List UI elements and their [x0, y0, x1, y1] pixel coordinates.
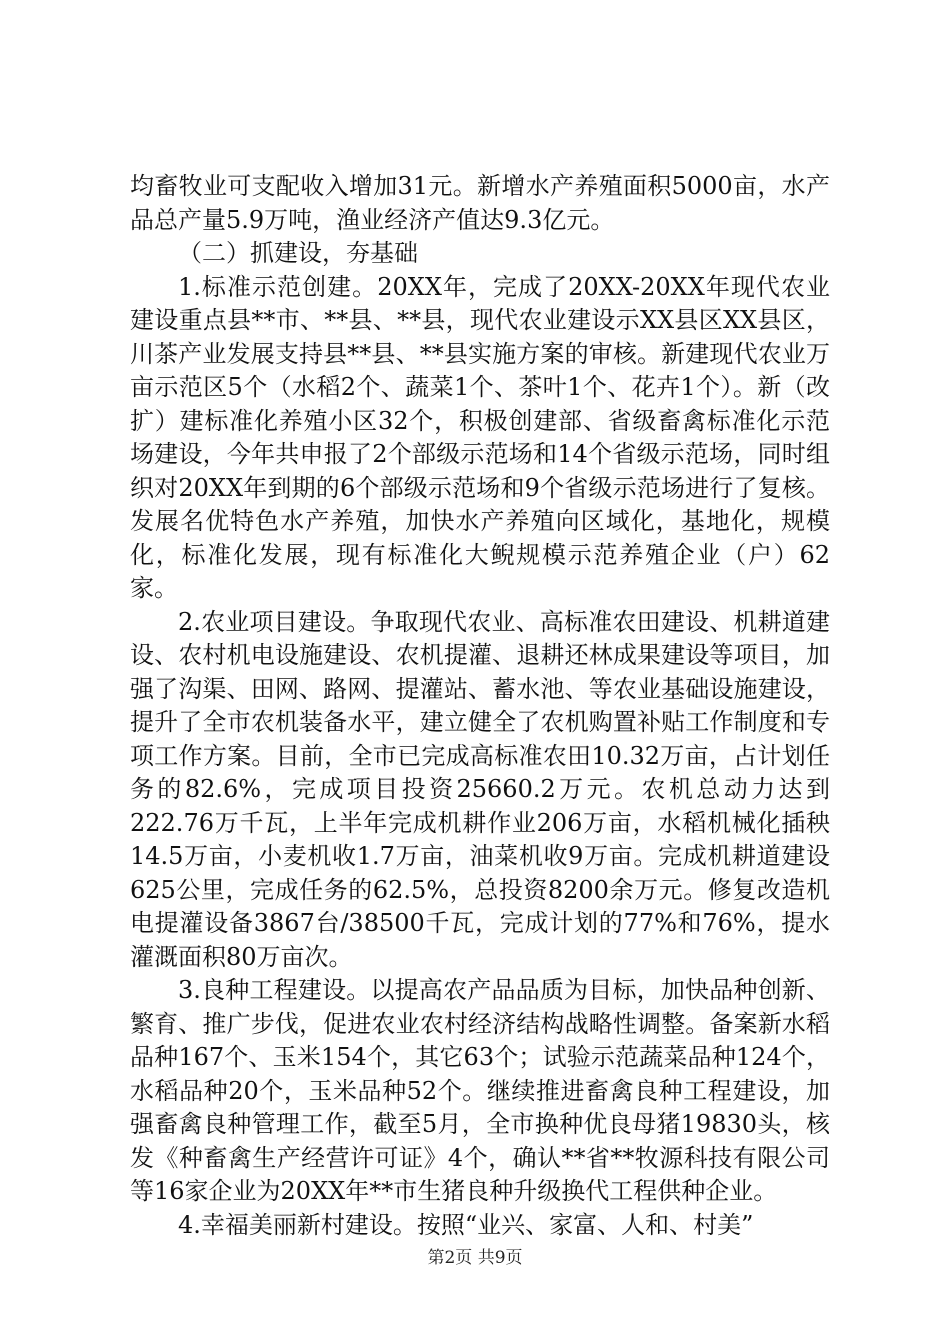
paragraph-standard-demo: 1.标准示范创建。20XX年，完成了20XX-20XX年现代农业建设重点县**市、**县、**县，现代农业建设示XX县区XX县区，川茶产业发展支持县**县、**县实施方案的审核。新建现代农业万亩示范区5个（水稻2个、蔬菜1个、茶叶1个、花卉1个）。新（改扩）建标准化养殖小区32个，积极创建部、省级畜禽标准化示范场建设，今年共申报了2个部级示范场和14个省级示范场，同时组织对20XX年到期的6个部级示范场和9个省级示范场进行了复核。发展名优特色水产养殖，加快水产养殖向区域化，基地化，规模化，标准化发展，现有标准化大鲵规模示范养殖企业（户）62家。	[130, 272, 830, 602]
page-footer: 第2页 共9页	[427, 1248, 523, 1268]
paragraph-1: 均畜牧业可支配收入增加31元。新增水产养殖面积5000亩，水产品总产量5.9万吨，渔业经济产值达9.3亿元。	[130, 172, 830, 234]
paragraph-agri-projects: 2.农业项目建设。争取现代农业、高标准农田建设、机耕道建设、农村机电设施建设、农机提灌、退耕还林成果建设等项目，加强了沟渠、田网、路网、提灌站、蓄水池、等农业基础设施建设，提升了全市农机装备水平，建立健全了农机购置补贴工作制度和专项工作方案。目前，全市已完成高标准农田10.32万亩，占计划任务的82.6%，完成项目投资25660.2万元。农机总动力达到222.76万千瓦，上半年完成机耕作业206万亩，水稻机械化插秧14.5万亩，小麦机收1.7万亩，油菜机收9万亩。完成机耕道建设625公里，完成任务的62.5%，总投资8200余万元。修复改造机电提灌设备3867台/38500千瓦，完成计划的77%和76%，提水灌溉面积80万亩次。	[130, 607, 830, 971]
section-heading: （二）抓建设，夯基础	[178, 239, 418, 267]
document-body	[130, 170, 830, 1242]
paragraph-seed-engineering: 3.良种工程建设。以提高农产品品质为目标，加快品种创新、繁育、推广步伐，促进农业农村经济结构战略性调整。备案新水稻品种167个、玉米154个，其它63个；试验示范蔬菜品种124个，水稻品种20个，玉米品种52个。继续推进畜禽良种工程建设，加强畜禽良种管理工作，截至5月，全市换种优良母猪19830头，核发《种畜禽生产经营许可证》4个，确认**省**牧源科技有限公司等16家企业为20XX年**市生猪良种升级换代工程供种企业。	[130, 976, 830, 1205]
paragraph-new-village: 4.幸福美丽新村建设。按照“业兴、家富、人和、村美”	[178, 1210, 754, 1239]
